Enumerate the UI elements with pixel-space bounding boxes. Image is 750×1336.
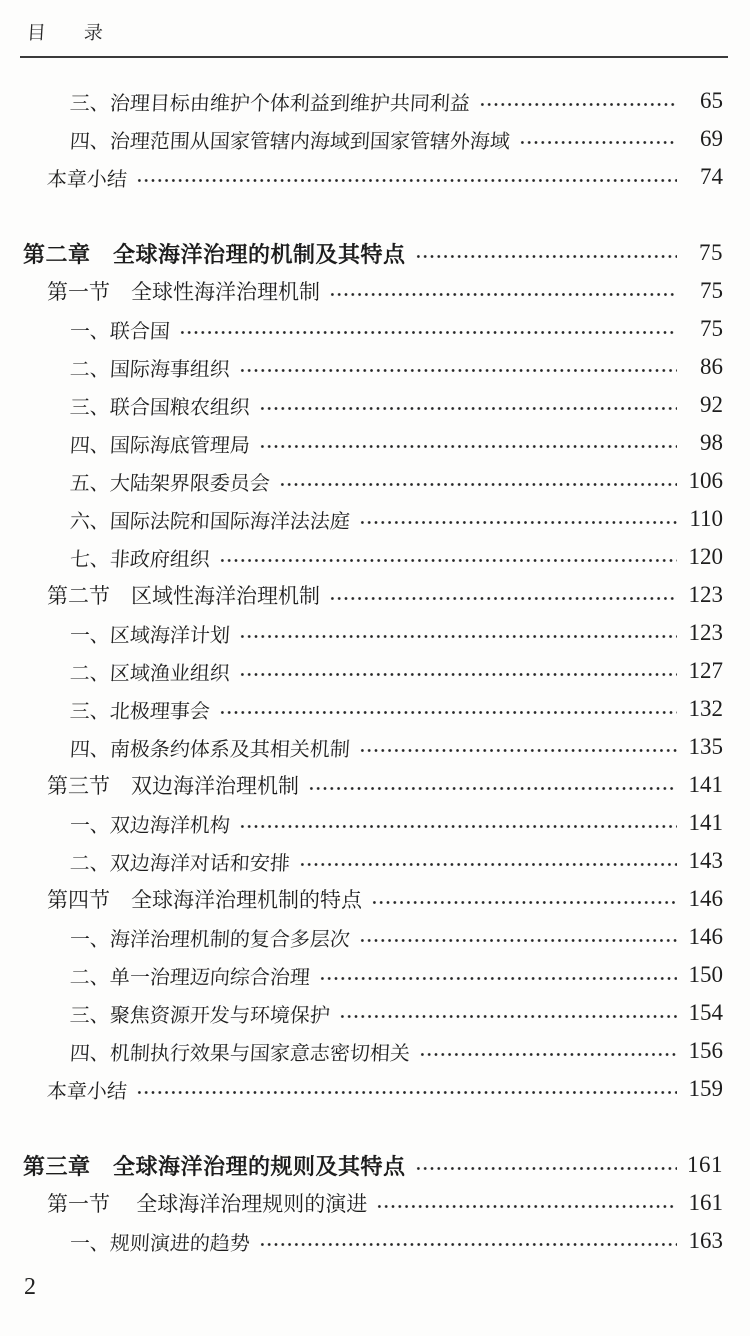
dotted-leader (419, 1032, 677, 1070)
toc-entry-page-number: 106 (688, 468, 723, 493)
toc-entry-page-number: 110 (689, 506, 723, 531)
toc-entry (23, 1184, 723, 1222)
dotted-leader (219, 690, 677, 728)
toc-entry (23, 120, 723, 158)
toc-entry (23, 880, 723, 918)
toc-entry (23, 842, 723, 880)
toc-entry-label: 第四节 全球海洋治理机制的特点 (47, 888, 362, 912)
toc-entry-label: 一、区域海洋计划 (69, 624, 231, 647)
toc-entry-label: 三、北极理事会 (69, 700, 211, 723)
toc-entry (23, 614, 723, 652)
toc-entry-label: 一、联合国 (69, 320, 171, 343)
toc-entry-label: 第二节 区域性海洋治理机制 (47, 584, 320, 608)
toc-entry (23, 158, 723, 196)
toc-entry-page-number: 127 (688, 658, 723, 683)
dotted-leader (329, 272, 677, 310)
dotted-leader (136, 1070, 677, 1108)
dotted-leader (279, 462, 677, 500)
toc-entry-label: 一、双边海洋机构 (69, 814, 231, 837)
toc-entry (23, 1222, 723, 1260)
dotted-leader (329, 576, 677, 614)
toc-entry (23, 424, 723, 462)
toc-entry-label: 一、规则演进的趋势 (69, 1232, 251, 1255)
dotted-leader (319, 956, 677, 994)
toc-entry-page-number: 146 (688, 924, 723, 949)
dotted-leader (299, 842, 677, 880)
toc-entry (23, 804, 723, 842)
toc-entry-label: 二、区域渔业组织 (69, 662, 231, 685)
toc-entry (23, 918, 723, 956)
dotted-leader (239, 804, 677, 842)
toc-entry-page-number: 69 (700, 126, 723, 151)
dotted-leader (259, 424, 677, 462)
toc-entry (23, 766, 723, 804)
toc-entry (23, 348, 723, 386)
toc-entry-label: 四、国际海底管理局 (69, 434, 251, 457)
toc-entry-page-number: 156 (688, 1038, 723, 1063)
dotted-leader (376, 1184, 677, 1222)
toc-entry-page-number: 143 (688, 848, 723, 873)
toc-entry-page-number: 65 (700, 88, 723, 113)
toc-entry-page-number: 120 (688, 544, 723, 569)
toc-entry-label: 四、机制执行效果与国家意志密切相关 (69, 1042, 411, 1065)
toc-entry-page-number: 150 (688, 962, 723, 987)
page-footer (24, 1274, 36, 1301)
toc-entry (23, 576, 723, 614)
toc-entry (23, 82, 723, 120)
toc-entry-page-number: 92 (700, 392, 723, 417)
toc-entry (23, 462, 723, 500)
dotted-leader (339, 994, 677, 1032)
toc-entry-label: 三、聚焦资源开发与环境保护 (69, 1004, 331, 1027)
toc-list (23, 82, 723, 1260)
dotted-leader (219, 538, 677, 576)
dotted-leader (415, 1146, 677, 1184)
toc-entry (23, 1032, 723, 1070)
toc-entry (23, 310, 723, 348)
toc-entry-page-number: 86 (700, 354, 723, 379)
toc-entry-label: 七、非政府组织 (69, 548, 211, 571)
toc-entry-label: 二、双边海洋对话和安排 (69, 852, 291, 875)
toc-entry-page-number: 161 (688, 1190, 723, 1215)
toc-entry-label: 六、国际法院和国际海洋法法庭 (69, 510, 351, 533)
toc-entry-label: 第三节 双边海洋治理机制 (47, 774, 299, 798)
dotted-leader (259, 1222, 677, 1260)
dotted-leader (519, 120, 677, 158)
dotted-leader (136, 158, 677, 196)
toc-entry (23, 690, 723, 728)
toc-entry-page-number: 75 (700, 278, 723, 303)
toc-entry-label: 三、治理目标由维护个体利益到维护共同利益 (69, 92, 471, 115)
toc-entry-label: 三、联合国粮农组织 (69, 396, 251, 419)
toc-entry-label: 本章小结 (46, 1080, 128, 1103)
toc-entry-page-number: 146 (688, 886, 723, 911)
dotted-leader (179, 310, 677, 348)
dotted-leader (239, 348, 677, 386)
toc-entry-label: 本章小结 (46, 168, 128, 191)
toc-entry-page-number: 141 (688, 810, 723, 835)
toc-entry (23, 956, 723, 994)
toc-entry-page-number: 135 (688, 734, 723, 759)
toc-entry-page-number: 123 (688, 620, 723, 645)
toc-entry-label: 四、南极条约体系及其相关机制 (69, 738, 351, 761)
toc-entry (23, 386, 723, 424)
toc-entry (23, 500, 723, 538)
toc-entry-label: 二、国际海事组织 (69, 358, 231, 381)
dotted-leader (359, 918, 677, 956)
toc-entry (23, 728, 723, 766)
dotted-leader (359, 728, 677, 766)
toc-entry-page-number: 75 (699, 240, 723, 265)
dotted-leader (308, 766, 677, 804)
toc-entry-label: 五、大陆架界限委员会 (69, 472, 271, 495)
toc-entry (23, 272, 723, 310)
dotted-leader (239, 652, 677, 690)
toc-entry-page-number: 75 (700, 316, 723, 341)
dotted-leader (371, 880, 677, 918)
toc-entry (23, 1070, 723, 1108)
toc-entry-page-number: 161 (687, 1152, 723, 1177)
folio-page-number: 2 (24, 1274, 36, 1300)
running-header (27, 18, 103, 45)
toc-entry-page-number: 163 (688, 1228, 723, 1253)
toc-entry-page-number: 132 (688, 696, 723, 721)
toc-entry-page-number: 159 (688, 1076, 723, 1101)
dotted-leader (239, 614, 677, 652)
page-title: 目 录 (26, 23, 104, 44)
toc-entry-label: 第二章 全球海洋治理的机制及其特点 (23, 241, 406, 267)
dotted-leader (479, 82, 677, 120)
toc-entry-label: 第一节 全球海洋治理规则的演进 (47, 1192, 368, 1216)
toc-entry (23, 538, 723, 576)
header-rule (20, 56, 728, 58)
toc-entry-page-number: 154 (688, 1000, 723, 1025)
toc-entry-label: 第一节 全球性海洋治理机制 (47, 280, 320, 304)
toc-entry (23, 994, 723, 1032)
toc-entry-page-number: 123 (688, 582, 723, 607)
toc-entry-label: 四、治理范围从国家管辖内海域到国家管辖外海域 (69, 130, 511, 153)
dotted-leader (259, 386, 677, 424)
toc-entry (23, 234, 723, 272)
dotted-leader (415, 234, 677, 272)
dotted-leader (359, 500, 677, 538)
toc-entry-label: 第三章 全球海洋治理的规则及其特点 (23, 1153, 406, 1179)
toc-entry (23, 652, 723, 690)
toc-entry-label: 一、海洋治理机制的复合多层次 (69, 928, 351, 951)
toc-entry-page-number: 98 (700, 430, 723, 455)
toc-entry-page-number: 74 (700, 164, 723, 189)
toc-entry (23, 1146, 723, 1184)
toc-entry-page-number: 141 (688, 772, 723, 797)
toc-entry-label: 二、单一治理迈向综合治理 (69, 966, 311, 989)
